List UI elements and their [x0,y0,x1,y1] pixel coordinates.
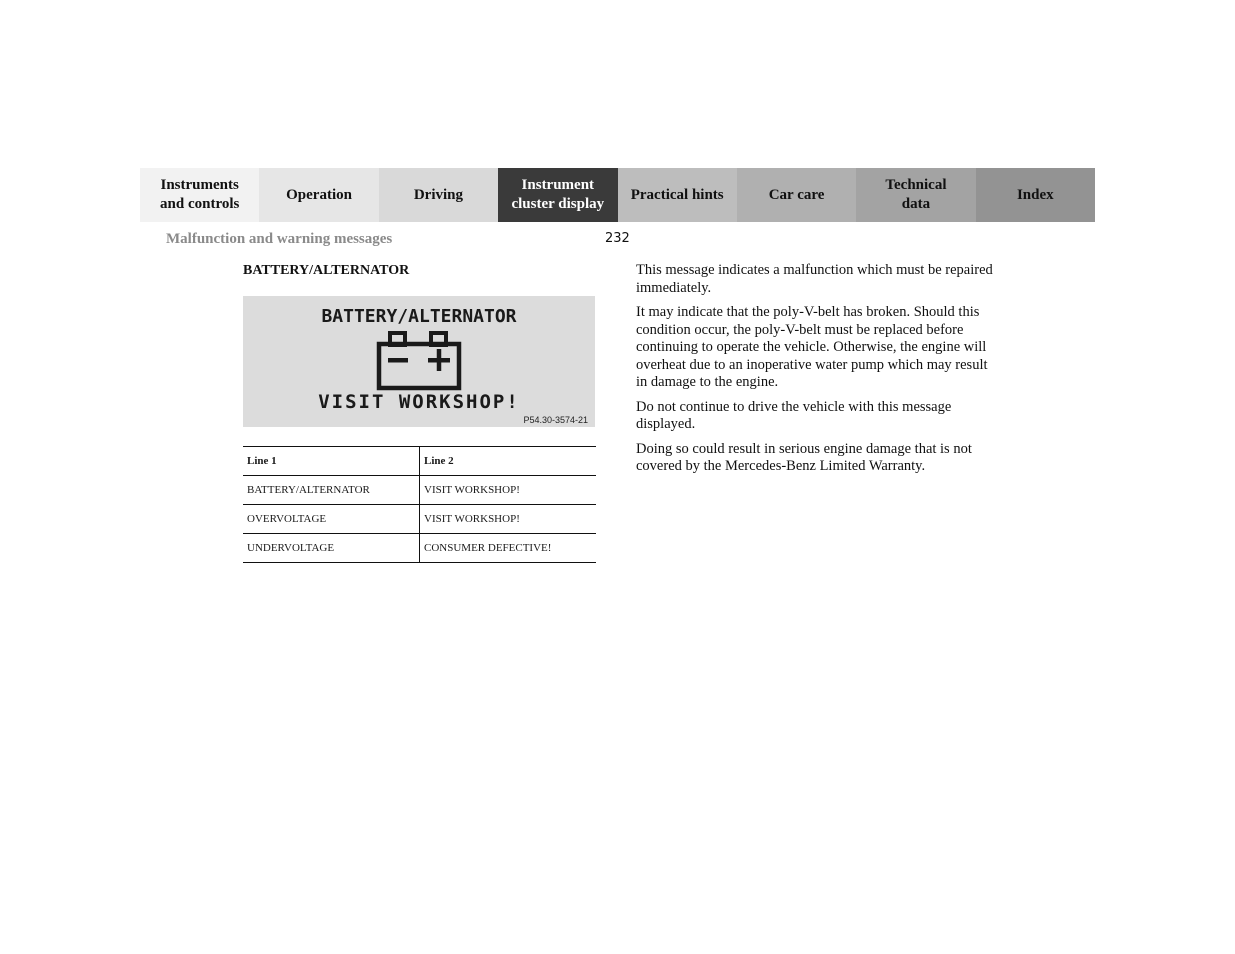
display-line-1: BATTERY/ALTERNATOR [321,306,517,327]
column-header-line-2: Line 2 [420,447,597,476]
cluster-display-illustration [243,296,595,427]
paragraph: Doing so could result in serious engine damage that is not covered by the Mercedes-Benz Limited Warranty. [636,440,972,474]
table-header-row [243,447,596,476]
tab-index[interactable]: Index [976,168,1095,222]
tab-practical-hints[interactable]: Practical hints [618,168,737,222]
battery-icon [375,331,463,391]
table-cell-line-1: OVERVOLTAGE [243,505,420,534]
paragraph: It may indicate that the poly-V-belt has broken. Should this condition occur, the poly-V-belt must be replaced before continuing to operate the vehicle. Otherwise, the engine will overheat due to an inoperative water pump which may result in damage to the engine. [636,304,988,390]
explanation-text [636,262,998,483]
tab-car-care[interactable]: Car care [737,168,856,222]
display-line-2: VISIT WORKSHOP! [318,391,520,413]
message-table [243,446,596,563]
page-number: 232 [605,231,630,246]
table-row [243,476,596,505]
paragraph: This message indicates a malfunction which must be repaired immediately. [636,262,993,296]
tab-instrument-cluster-display[interactable]: Instrument cluster display [498,168,617,222]
table-row [243,505,596,534]
table-cell-line-2: CONSUMER DEFECTIVE! [420,534,597,563]
paragraph: Do not continue to drive the vehicle with this message displayed. [636,398,952,432]
table-cell-line-1: BATTERY/ALTERNATOR [243,476,420,505]
message-heading: BATTERY/ALTERNATOR [243,263,410,278]
section-nav [140,168,1095,222]
table-cell-line-2: VISIT WORKSHOP! [420,476,597,505]
section-title: Malfunction and warning messages [166,231,393,247]
figure-code: P54.30-3574-21 [523,415,588,425]
table-cell-line-2: VISIT WORKSHOP! [420,505,597,534]
column-header-line-1: Line 1 [243,447,420,476]
tab-technical-data[interactable]: Technical data [856,168,975,222]
tab-driving[interactable]: Driving [379,168,498,222]
table-cell-line-1: UNDERVOLTAGE [243,534,420,563]
tab-operation[interactable]: Operation [259,168,378,222]
tab-instruments-and-controls[interactable]: Instruments and controls [140,168,259,222]
table-row [243,534,596,563]
